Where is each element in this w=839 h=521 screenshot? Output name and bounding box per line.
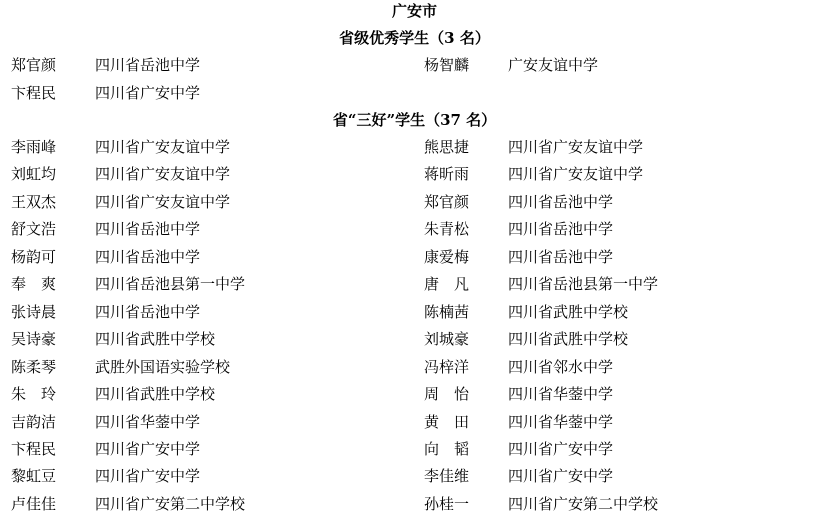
school-name: 四川省广安中学 <box>95 439 201 458</box>
school-name: 四川省广安中学 <box>95 83 201 102</box>
school-name: 四川省岳池中学 <box>508 192 614 211</box>
school-name: 四川省武胜中学校 <box>508 302 629 321</box>
school-name: 四川省广安友谊中学 <box>95 165 231 184</box>
school-name: 四川省华蓥中学 <box>95 412 201 431</box>
school-name: 四川省岳池县第一中学 <box>508 275 659 294</box>
school-name: 四川省武胜中学校 <box>508 330 629 349</box>
school-name: 四川省华蓥中学 <box>508 385 614 404</box>
school-name: 四川省武胜中学校 <box>95 385 216 404</box>
school-name: 四川省岳池中学 <box>95 220 201 239</box>
student-name: 熊思捷 <box>424 138 470 156</box>
student-name: 卢佳佳 <box>11 494 57 513</box>
school-name: 四川省武胜中学校 <box>95 330 216 349</box>
student-name: 康爱梅 <box>424 247 470 266</box>
student-name: 刘虹均 <box>11 165 57 184</box>
student-name: 杨智麟 <box>424 56 470 74</box>
student-name: 黄 田 <box>424 412 470 431</box>
student-name: 吉韵洁 <box>11 412 57 431</box>
student-name: 李雨峰 <box>11 138 57 156</box>
student-name: 郑官颜 <box>11 56 57 74</box>
student-name: 舒文浩 <box>11 220 57 239</box>
school-name: 四川省广安中学 <box>95 467 201 486</box>
student-name: 卞程民 <box>11 439 57 458</box>
school-name: 四川省广安第二中学校 <box>508 494 659 513</box>
student-name: 周 怡 <box>424 385 470 404</box>
school-name: 四川省岳池中学 <box>95 247 201 266</box>
school-name: 四川省邻水中学 <box>508 357 614 376</box>
student-name: 郑官颜 <box>424 192 470 211</box>
school-name: 四川省广安中学 <box>508 439 614 458</box>
student-name: 冯梓洋 <box>424 357 470 376</box>
student-name: 卞程民 <box>11 83 57 102</box>
school-name: 四川省广安友谊中学 <box>508 165 644 184</box>
student-name: 黎虹豆 <box>11 467 57 486</box>
student-name: 朱青松 <box>424 220 470 239</box>
school-name: 四川省岳池中学 <box>508 247 614 266</box>
school-name: 广安友谊中学 <box>508 56 599 74</box>
student-name: 刘城豪 <box>424 330 470 349</box>
section-title-provincial-excellent: 省级优秀学生（3 名） <box>339 29 490 47</box>
school-name: 武胜外国语实验学校 <box>95 357 231 376</box>
city-title: 广安市 <box>391 2 437 20</box>
school-name: 四川省广安友谊中学 <box>508 138 644 156</box>
school-name: 四川省岳池中学 <box>508 220 614 239</box>
section-title-three-good: 省“三好”学生（37 名） <box>332 111 497 129</box>
school-name: 四川省广安友谊中学 <box>95 138 231 156</box>
student-name: 蒋昕雨 <box>424 165 470 184</box>
student-name: 李佳维 <box>424 467 470 486</box>
student-name: 杨韵可 <box>11 247 57 266</box>
school-name: 四川省广安第二中学校 <box>95 494 246 513</box>
student-name: 向 韬 <box>424 439 470 458</box>
school-name: 四川省广安中学 <box>508 467 614 486</box>
student-name: 唐 凡 <box>424 275 470 294</box>
student-name: 奉 爽 <box>11 275 57 294</box>
school-name: 四川省华蓥中学 <box>508 412 614 431</box>
student-name: 吴诗豪 <box>11 330 57 349</box>
student-name: 张诗晨 <box>11 302 57 321</box>
student-name: 陈楠茜 <box>424 302 470 321</box>
student-name: 陈柔琴 <box>11 357 57 376</box>
student-name: 王双杰 <box>11 192 57 211</box>
school-name: 四川省岳池中学 <box>95 56 201 74</box>
school-name: 四川省岳池县第一中学 <box>95 275 246 294</box>
school-name: 四川省岳池中学 <box>95 302 201 321</box>
school-name: 四川省广安友谊中学 <box>95 192 231 211</box>
student-name: 孙桂一 <box>424 494 470 513</box>
student-name: 朱 玲 <box>11 385 57 404</box>
